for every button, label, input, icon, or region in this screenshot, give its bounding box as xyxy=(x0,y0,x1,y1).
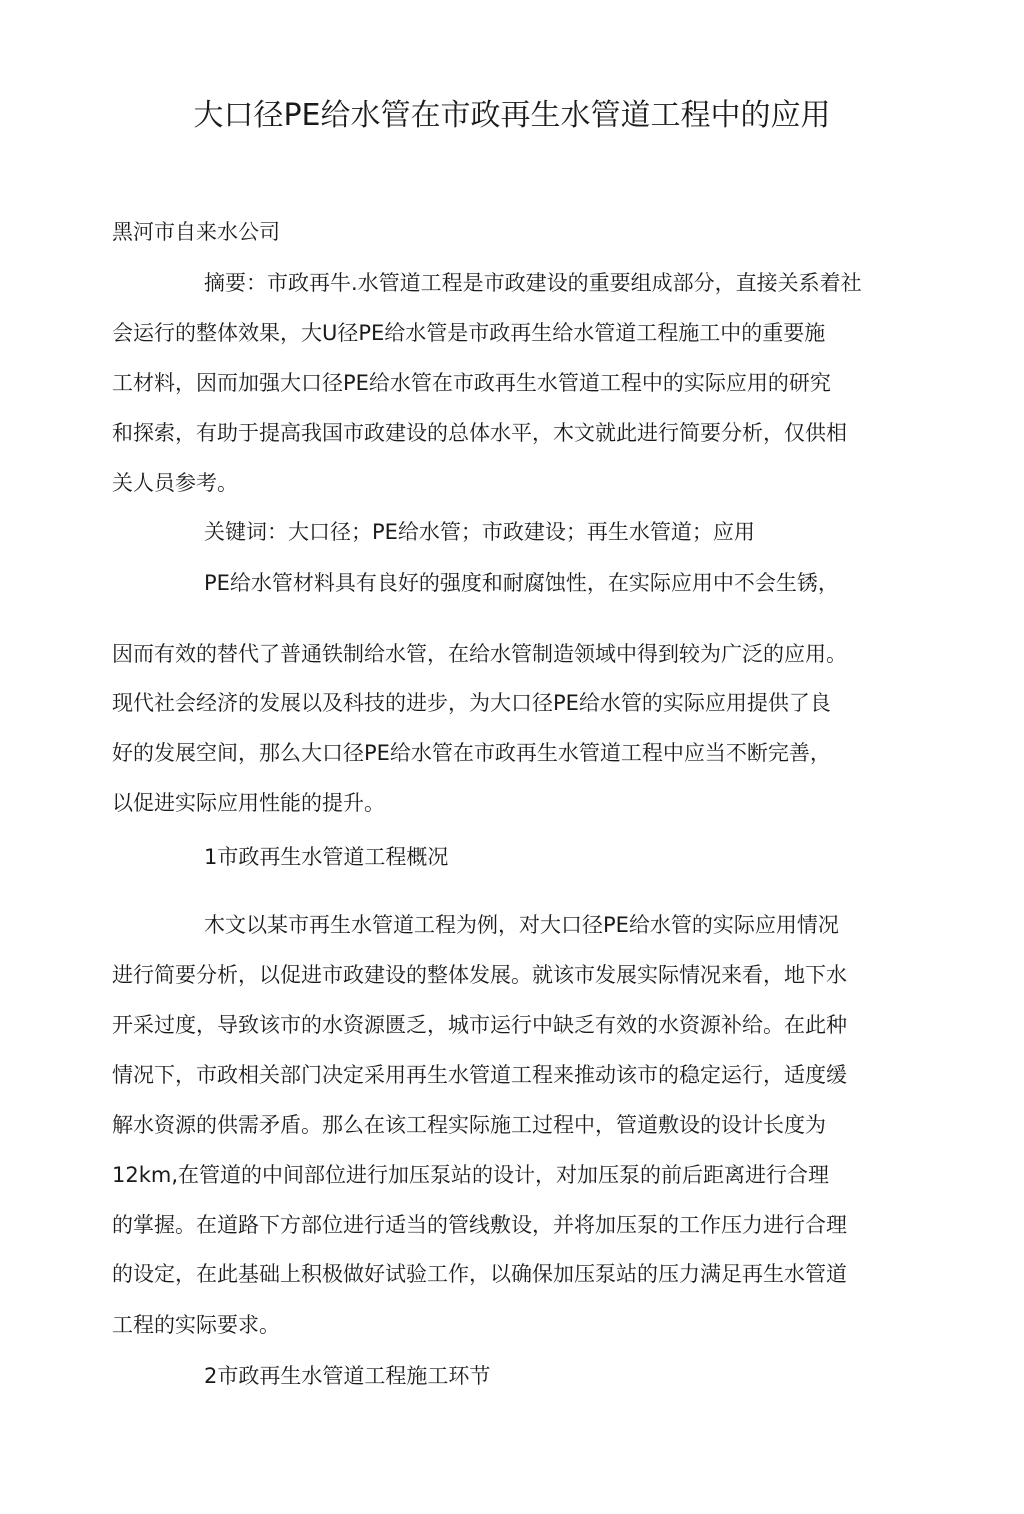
intro-line-3: 现代社会经济的发展以及科技的进步，为大口径PE给水管的实际应用提供了良 xyxy=(112,691,831,715)
abstract-line-2: 会运行的整体效果，大U径PE给水管是市政再生给水管道工程施工中的重要施 xyxy=(112,321,826,345)
keywords-line: 关键词：大口径；PE给水管；市政建设；再生水管道；应用 xyxy=(204,520,755,544)
section1-line-3: 开采过度，导致该市的水资源匮乏，城市运行中缺乏有效的水资源补给。在此种 xyxy=(112,1013,847,1037)
abstract-line-3: 工材料，因而加强大口径PE给水管在市政再生水管道工程中的实际应用的研究 xyxy=(112,371,831,395)
intro-line-1: PE给水管材料具有良好的强度和耐腐蚀性，在实际应用中不会生锈， xyxy=(204,571,839,595)
section-heading-2: 2市政再生水管道工程施工环节 xyxy=(204,1364,491,1388)
abstract-line-5: 关人员参考。 xyxy=(112,471,238,495)
section-heading-1: 1市政再生水管道工程概况 xyxy=(204,845,449,869)
section1-line-5: 解水资源的供需矛盾。那么在该工程实际施工过程中，管道敷设的设计长度为 xyxy=(112,1113,826,1137)
section1-line-8: 的设定，在此基础上积极做好试验工作，以确保加压泵站的压力满足再生水管道 xyxy=(112,1262,847,1286)
section1-line-6: 12km,在管道的中间部位进行加压泵站的设计，对加压泵的前后距离进行合理 xyxy=(112,1163,830,1187)
intro-line-2: 因而有效的替代了普通铁制给水管，在给水管制造领域中得到较为广泛的应用。 xyxy=(112,642,847,666)
intro-line-4: 好的发展空间，那么大口径PE给水管在市政再生水管道工程中应当不断完善， xyxy=(112,741,831,765)
intro-line-5: 以促进实际应用性能的提升。 xyxy=(112,791,385,815)
author-line: 黑河市自来水公司 xyxy=(112,220,280,244)
document-title: 大口径PE给水管在市政再生水管道工程中的应用 xyxy=(193,98,831,133)
section1-line-2: 进行简要分析，以促进市政建设的整体发展。就该市发展实际情况来看，地下水 xyxy=(112,963,847,987)
section1-line-7: 的掌握。在道路下方部位进行适当的管线敷设，并将加压泵的工作压力进行合理 xyxy=(112,1213,847,1237)
section1-line-4: 情况下，市政相关部门决定采用再生水管道工程来推动该市的稳定运行，适度缓 xyxy=(112,1063,847,1087)
section1-line-9: 工程的实际要求。 xyxy=(112,1313,280,1337)
abstract-line-4: 和探索，有助于提高我国市政建设的总体水平，木文就此进行简要分析，仅供相 xyxy=(112,421,847,445)
section1-line-1: 木文以某市再生水管道工程为例，对大口径PE给水管的实际应用情况 xyxy=(204,913,839,937)
abstract-line-1: 摘要：市政再牛.水管道工程是市政建设的重要组成部分，直接关系着社 xyxy=(204,271,862,295)
